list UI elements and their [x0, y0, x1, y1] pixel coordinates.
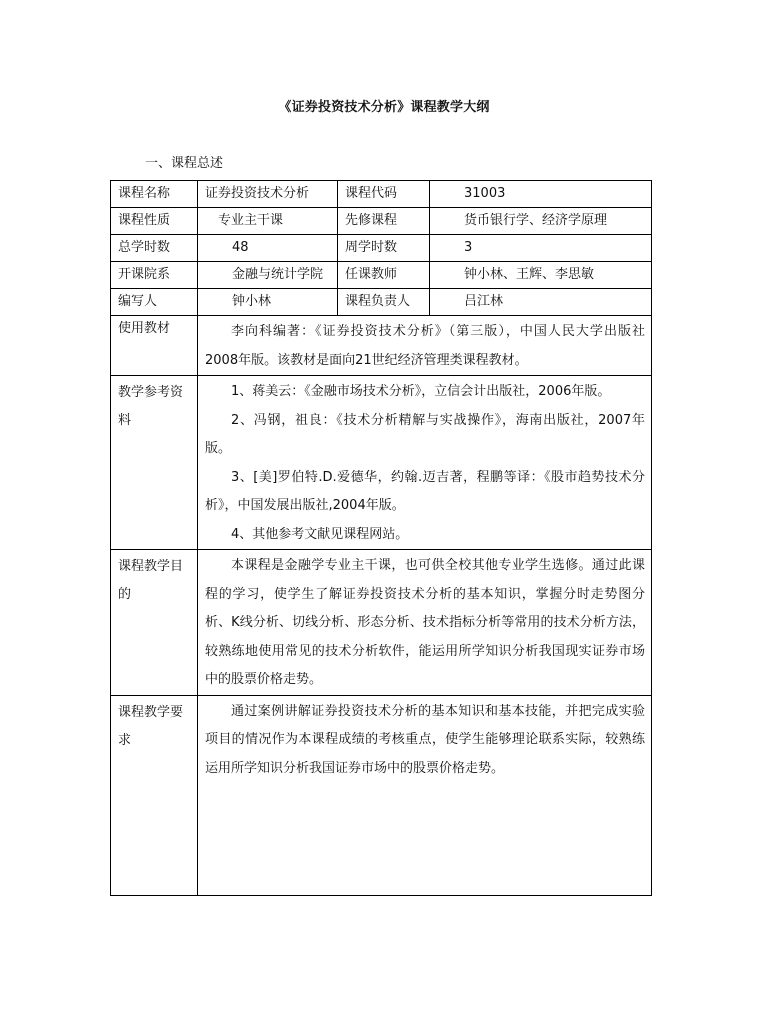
table-cell-label: 课程教学要求: [111, 695, 198, 895]
table-cell-value: [198, 550, 652, 696]
table-cell-label: 周学时数: [338, 235, 430, 262]
table-cell-label: 总学时数: [111, 235, 198, 262]
table-cell-value: [198, 376, 652, 550]
table-cell-label: 使用教材: [111, 316, 198, 376]
reference-item: 4、其他参考文献见课程网站。: [231, 526, 409, 542]
table-cell-value: 专业主干课: [198, 208, 338, 235]
table-cell-value: 金融与统计学院: [198, 262, 338, 289]
table-row: [111, 208, 652, 235]
table-cell-label: 课程代码: [338, 181, 430, 208]
table-cell-value: 31003: [430, 181, 652, 208]
table-cell-value: 吕江林: [430, 289, 652, 316]
table-row: [111, 289, 652, 316]
table-cell-value: 证券投资技术分析: [198, 181, 338, 208]
requirement-text: 通过案例讲解证券投资技术分析的基本知识和基本技能，并把完成实验项目的情况作为本课程成绩的考核重点，使学生能够理论联系实际，较熟练运用所学知识分析我国证券市场中的股票价格走势。: [205, 703, 645, 776]
table-cell-label: 课程负责人: [338, 289, 430, 316]
textbook-text: 李向科编著：《证券投资技术分析》（第三版），中国人民大学出版社2008年版。该教材是面向21世纪经济管理类课程教材。: [205, 324, 645, 368]
table-row-objective: [111, 550, 652, 696]
table-cell-label: 编写人: [111, 289, 198, 316]
table-cell-label: 先修课程: [338, 208, 430, 235]
table-row-requirement: [111, 695, 652, 895]
reference-item: 3、[美]罗伯特.D.爱德华，约翰.迈吉著，程鹏等译：《股市趋势技术分析》，中国发展出版社,2004年版。: [205, 469, 645, 513]
table-cell-label: 任课教师: [338, 262, 430, 289]
table-cell-label: 课程名称: [111, 181, 198, 208]
table-row: [111, 235, 652, 262]
table-cell-label: 课程性质: [111, 208, 198, 235]
course-info-table: [110, 180, 652, 896]
section-heading-overview: 一、课程总述: [145, 156, 224, 171]
table-cell-label: 课程教学目的: [111, 550, 198, 696]
document-title: 《证券投资技术分析》课程教学大纲: [278, 100, 490, 115]
table-row: [111, 262, 652, 289]
table-row-references: [111, 376, 652, 550]
reference-item: 1、蒋美云：《金融市场技术分析》，立信会计出版社，2006年版。: [231, 384, 611, 399]
table-cell-value: 钟小林: [198, 289, 338, 316]
objective-text: 本课程是金融学专业主干课，也可供全校其他专业学生选修。通过此课程的学习，使学生了解证券投资技术分析的基本知识，掌握分时走势图分析、K线分析、切线分析、形态分析、技术指标分析等常用的技术分析方法，较熟练地使用常见的技术分析软件，能运用所学知识分析我国现实证券市场中的股票价格走势。: [205, 558, 645, 687]
table-cell-label: 开课院系: [111, 262, 198, 289]
table-row-textbook: [111, 316, 652, 376]
table-row: [111, 181, 652, 208]
table-cell-value: 货币银行学、经济学原理: [430, 208, 652, 235]
table-cell-value: 钟小林、王辉、李思敏: [430, 262, 652, 289]
table-cell-value: [198, 695, 652, 895]
table-cell-value: [198, 316, 652, 376]
table-cell-label: 教学参考资料: [111, 376, 198, 550]
table-cell-value: 3: [430, 235, 652, 262]
reference-item: 2、冯钢，祖良：《技术分析精解与实战操作》，海南出版社，2007年版。: [205, 412, 645, 456]
table-cell-value: 48: [198, 235, 338, 262]
